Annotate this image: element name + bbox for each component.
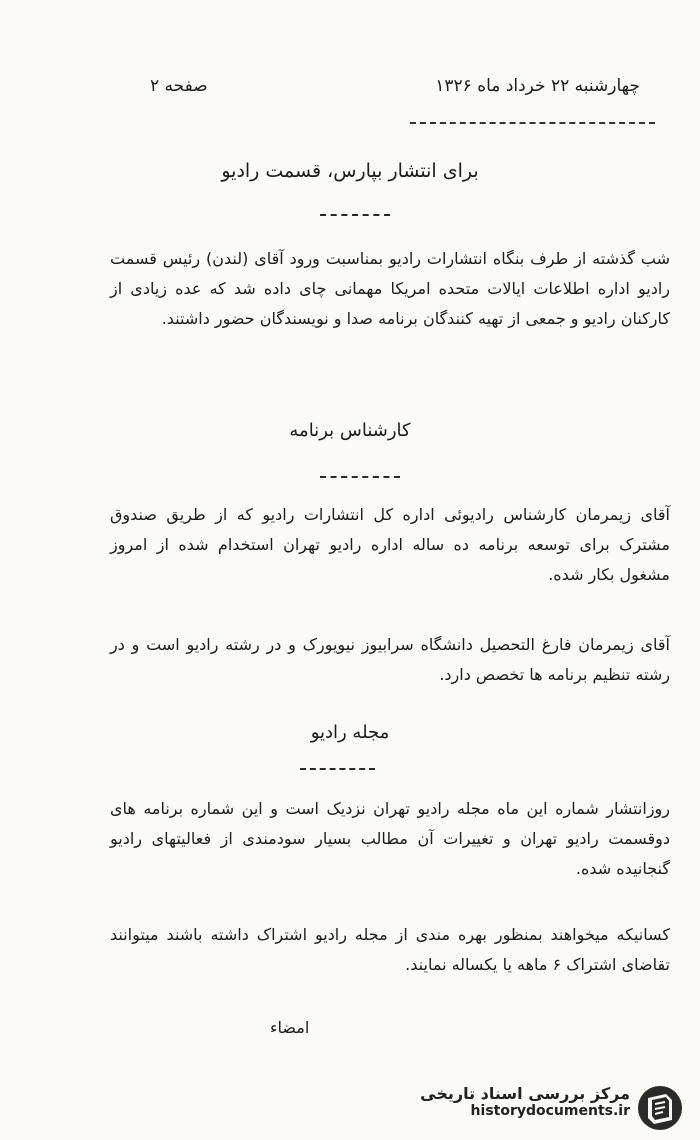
paragraph-text: شب گذشته از طرف بنگاه انتشارات رادیو بمناسبت ورود آقای (لندن) رئیس قسمت رادیو اداره اطلاعات ایالات متحده امریکا مهمانی چای داده شد که عده زیادی از کارکنان رادیو و جمعی از تهیه کنندگان برنامه صدا و نویسندگان حضور داشتند. bbox=[110, 249, 670, 328]
divider bbox=[300, 768, 375, 770]
paragraph-subscription bbox=[110, 920, 670, 980]
archive-watermark bbox=[420, 1084, 690, 1140]
paragraph-expert bbox=[110, 500, 670, 590]
subhead-program: کارشناس برنامه bbox=[289, 420, 411, 441]
document-title: برای انتشار بپارس، قسمت رادیو bbox=[221, 160, 479, 182]
paragraph-text: آقای زیمرمان کارشناس رادیوئی اداره کل انتشارات رادیو که از طریق صندوق مشترک برای توسعه برنامه ده ساله اداره رادیو تهران استخدام شده از امروز مشغول بکار شده. bbox=[110, 505, 670, 584]
paragraph-education bbox=[110, 630, 670, 690]
header-divider bbox=[410, 122, 655, 124]
paragraph-text: روزانتشار شماره این ماه مجله رادیو تهران نزدیک است و این شماره برنامه های دوقسمت رادیو تهران و تغییرات آن مطالب بسیار سودمندی از فعالیتهای رادیو گنجانیده شده. bbox=[110, 799, 670, 878]
subhead-magazine: مجله رادیو bbox=[310, 722, 390, 743]
paragraph-magazine bbox=[110, 794, 670, 884]
header-page-number: صفحه ۲ bbox=[150, 76, 208, 96]
paragraph-reception bbox=[110, 244, 670, 334]
header-date: چهارشنبه ۲۲ خرداد ماه ۱۳۲۶ bbox=[435, 76, 640, 96]
watermark-text bbox=[420, 1084, 630, 1119]
paragraph-text: آقای زیمرمان فارغ التحصیل دانشگاه سرابیوز نیویورک و در رشته رادیو است و در رشته تنظیم برنامه ها تخصص دارد. bbox=[110, 635, 670, 684]
watermark-org-name: مرکز بررسی اسناد تاریخی bbox=[420, 1084, 630, 1103]
divider bbox=[320, 214, 390, 216]
watermark-website: historydocuments.ir bbox=[470, 1103, 630, 1119]
signature: امضاء bbox=[270, 1018, 310, 1037]
archive-logo-icon bbox=[636, 1084, 684, 1132]
divider bbox=[320, 476, 400, 478]
paragraph-text: کسانیکه میخواهند بمنظور بهره مندی از مجله رادیو اشتراک داشته باشند میتوانند تقاضای اشتراک ۶ ماهه یا یکساله نمایند. bbox=[110, 925, 670, 974]
